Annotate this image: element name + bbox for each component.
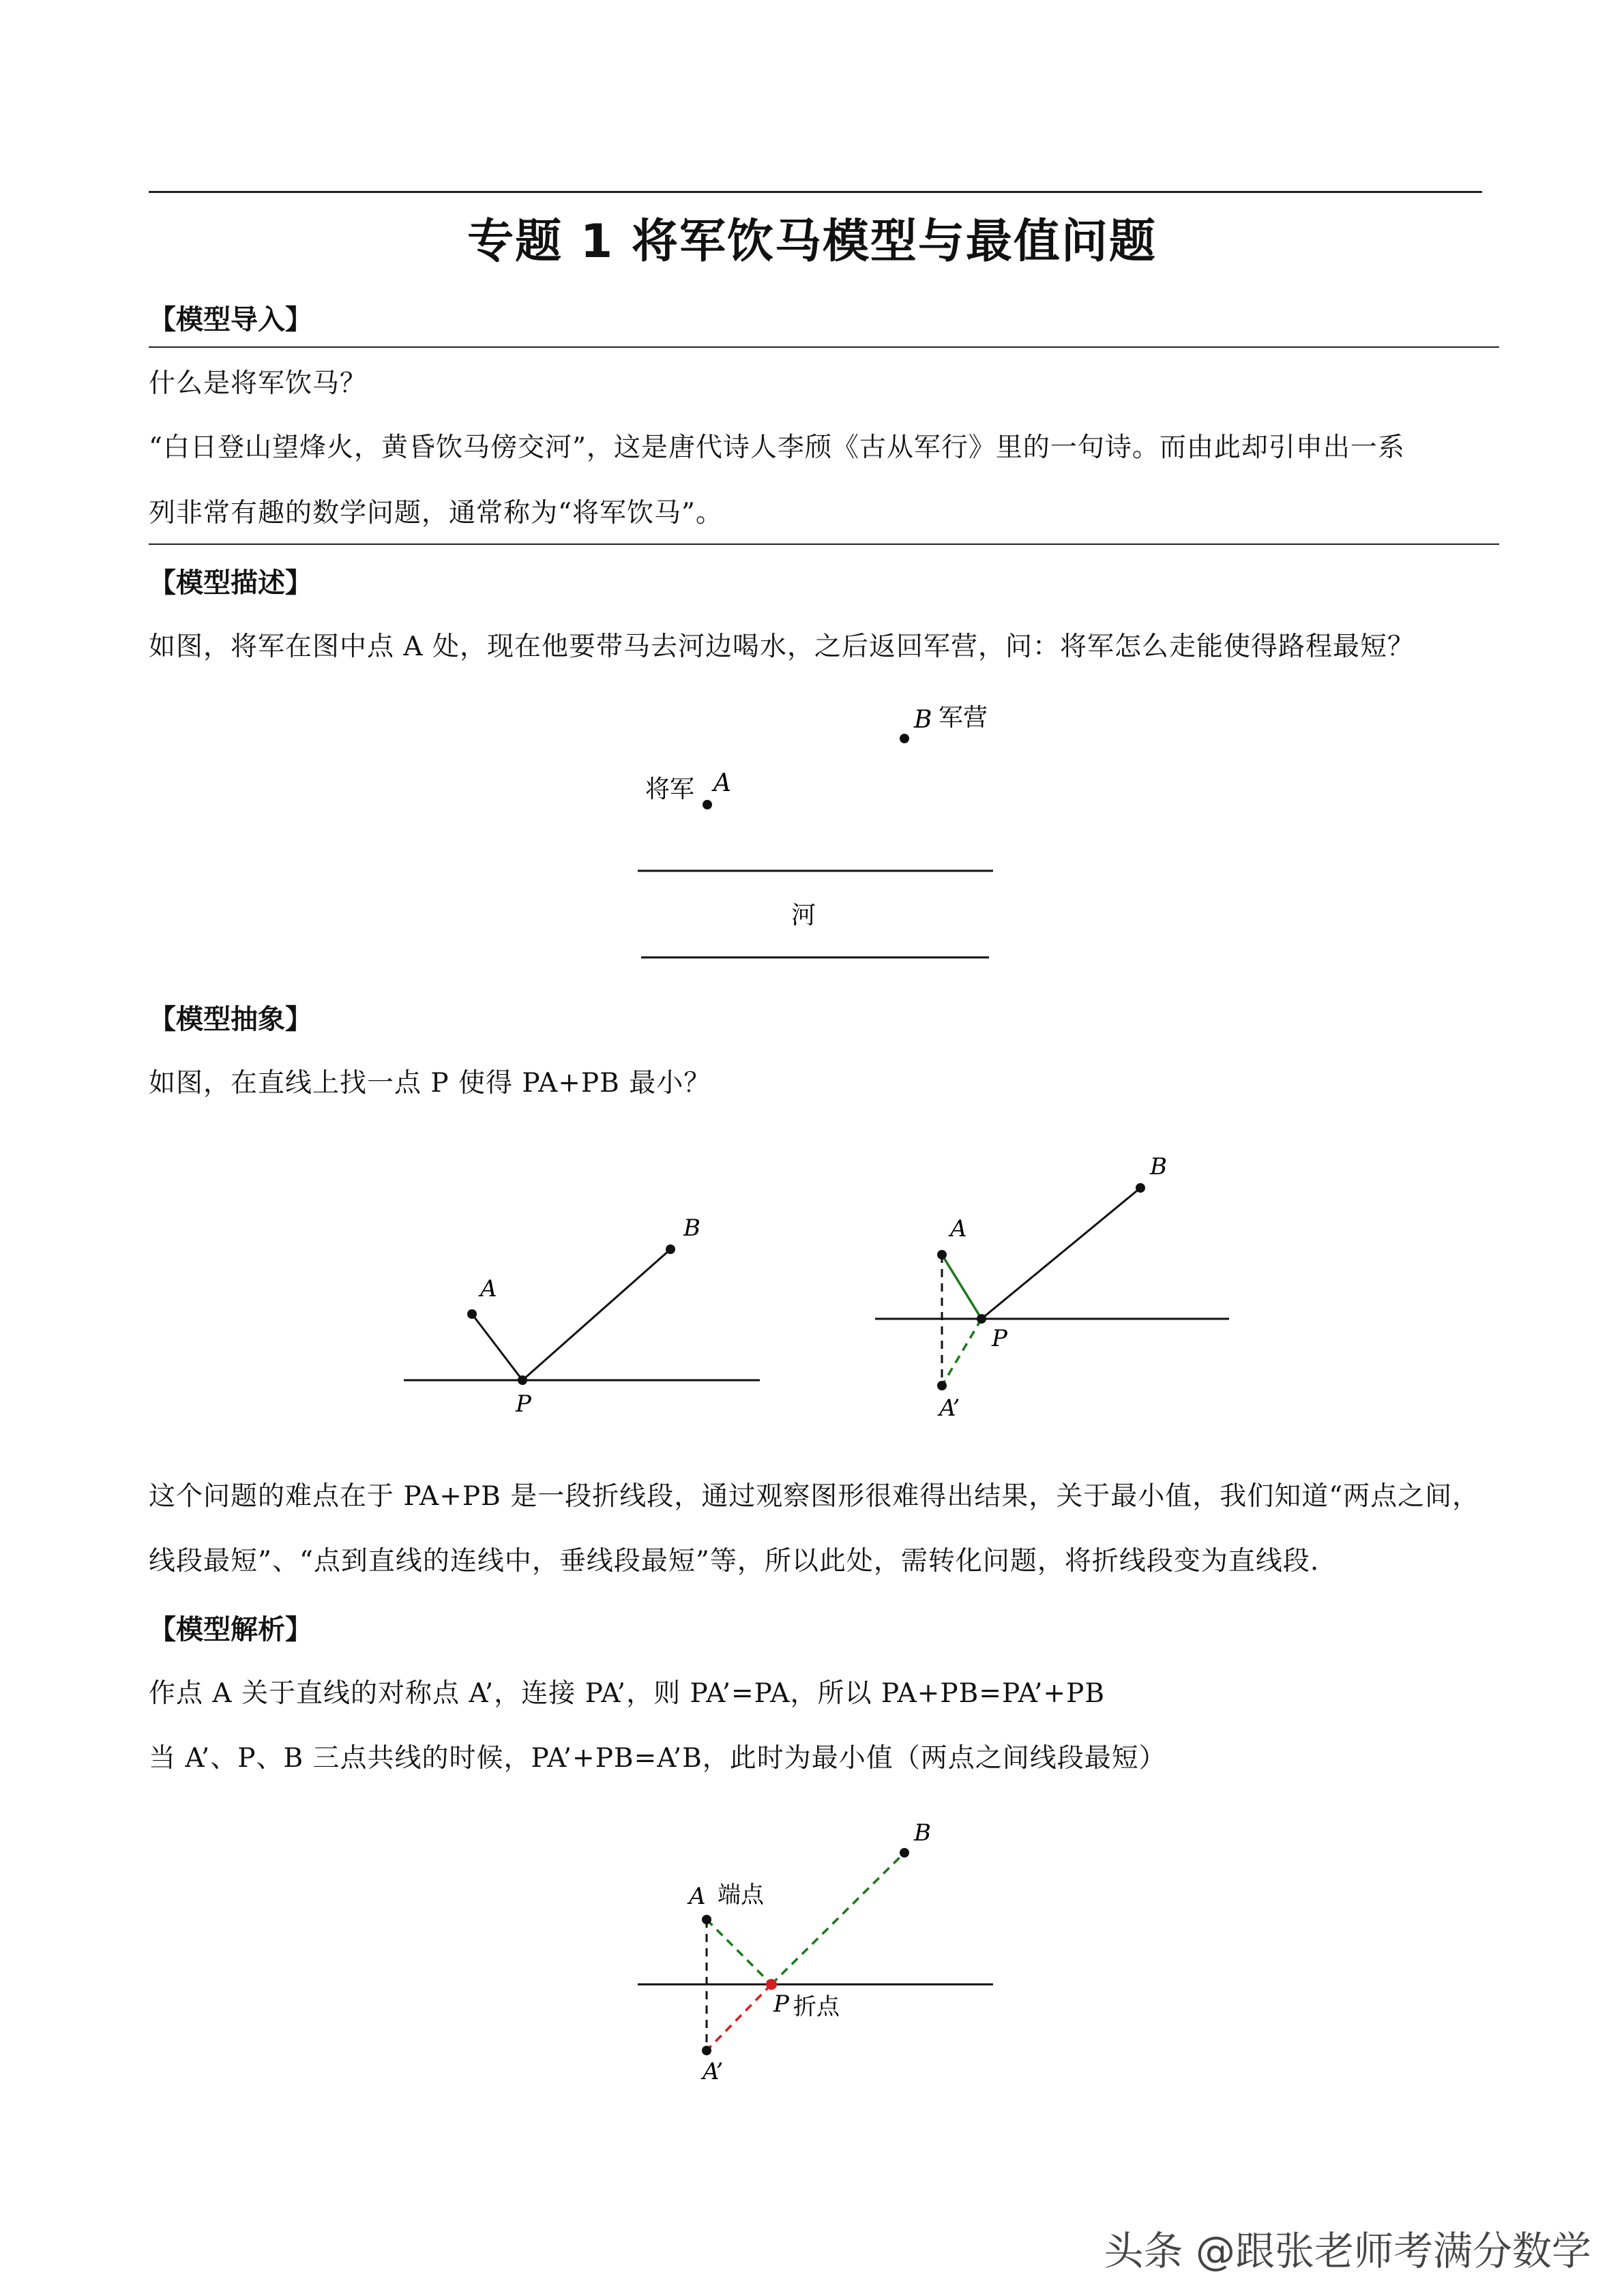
analysis-segment-pb xyxy=(771,1853,904,1984)
analysis-b-label: B xyxy=(914,1819,931,1847)
section-heading-analysis: 【模型解析】 xyxy=(149,1614,312,1645)
section-heading-intro: 【模型导入】 xyxy=(149,304,312,336)
right-a-label: A xyxy=(950,1215,967,1242)
intro-line-2: 列非常有趣的数学问题，通常称为“将军饮马”。 xyxy=(149,498,723,528)
right-a-prime-dot xyxy=(937,1381,947,1390)
analysis-p-label: P xyxy=(773,1991,789,2018)
general-label: 将军 xyxy=(645,775,695,803)
analysis-figure xyxy=(0,1800,1624,2100)
right-a-dot xyxy=(937,1250,947,1259)
analysis-p-dot xyxy=(766,1979,777,1990)
river-figure xyxy=(0,0,1624,989)
section-heading-description: 【模型描述】 xyxy=(149,567,312,599)
abstraction-note-2: 线段最短”、“点到直线的连线中，垂线段最短”等，所以此处，需转化问题，将折线段变为直线段. xyxy=(149,1546,1320,1577)
analysis-line-2: 当 A’、P、B 三点共线的时候，PA’+PB=A’B，此时为最小值（两点之间线段最短） xyxy=(149,1743,1166,1774)
river-label: 河 xyxy=(791,901,816,929)
analysis-a-label: A xyxy=(689,1883,706,1910)
analysis-segment-pa-prime xyxy=(707,1984,771,2051)
left-p-label: P xyxy=(516,1390,531,1418)
abstraction-text: 如图，在直线上找一点 P 使得 PA+PB 最小？ xyxy=(149,1068,711,1099)
point-a-label: A xyxy=(713,769,731,797)
left-a-dot xyxy=(467,1309,477,1319)
section-heading-abstraction: 【模型抽象】 xyxy=(149,1004,312,1035)
analysis-a-dot xyxy=(702,1915,711,1924)
right-b-dot xyxy=(1136,1183,1145,1193)
left-b-dot xyxy=(666,1244,675,1254)
right-segment-pa-prime xyxy=(942,1319,981,1386)
camp-label: 军营 xyxy=(939,704,988,732)
abstraction-figures xyxy=(0,1125,1624,1432)
point-a-dot xyxy=(703,800,712,809)
point-b-dot xyxy=(900,734,909,743)
intro-line-1: “白日登山望烽火，黄昏饮马傍交河”，这是唐代诗人李颀《古从军行》里的一句诗。而由此却引申出一系 xyxy=(149,432,1405,463)
analysis-a-prime-dot xyxy=(702,2046,711,2055)
right-p-dot xyxy=(977,1314,986,1324)
page-title: 专题 1 将军饮马模型与最值问题 xyxy=(467,215,1157,269)
intro-question: 什么是将军饮马？ xyxy=(149,368,368,399)
watermark: 头条 @跟张老师考满分数学 xyxy=(1104,2228,1591,2274)
right-a-prime-label: A’ xyxy=(939,1395,960,1422)
left-p-dot xyxy=(518,1375,527,1385)
turn-point-label: 折点 xyxy=(793,1993,840,2021)
right-p-label: P xyxy=(992,1325,1007,1352)
left-segment-pb xyxy=(522,1249,670,1380)
point-b-label: B xyxy=(914,706,932,734)
analysis-line-1: 作点 A 关于直线的对称点 A’，连接 PA’，则 PA’=PA，所以 PA+PB=PA’+PB xyxy=(149,1678,1106,1709)
left-b-label: B xyxy=(683,1214,700,1242)
left-a-label: A xyxy=(480,1275,497,1302)
description-text: 如图，将军在图中点 A 处，现在他要带马去河边喝水，之后返回军营，问：将军怎么走能使得路程最短？ xyxy=(149,631,1415,662)
analysis-b-dot xyxy=(900,1848,909,1858)
right-segment-pb xyxy=(981,1188,1140,1319)
analysis-segment-pa xyxy=(707,1920,771,1984)
abstraction-note-1: 这个问题的难点在于 PA+PB 是一段折线段，通过观察图形很难得出结果，关于最小值，我们知道“两点之间， xyxy=(149,1481,1480,1512)
analysis-a-prime-label: A’ xyxy=(703,2058,724,2085)
endpoint-label: 端点 xyxy=(718,1881,764,1909)
right-b-label: B xyxy=(1150,1153,1167,1180)
right-segment-pa xyxy=(942,1255,981,1319)
left-segment-pa xyxy=(472,1314,522,1380)
